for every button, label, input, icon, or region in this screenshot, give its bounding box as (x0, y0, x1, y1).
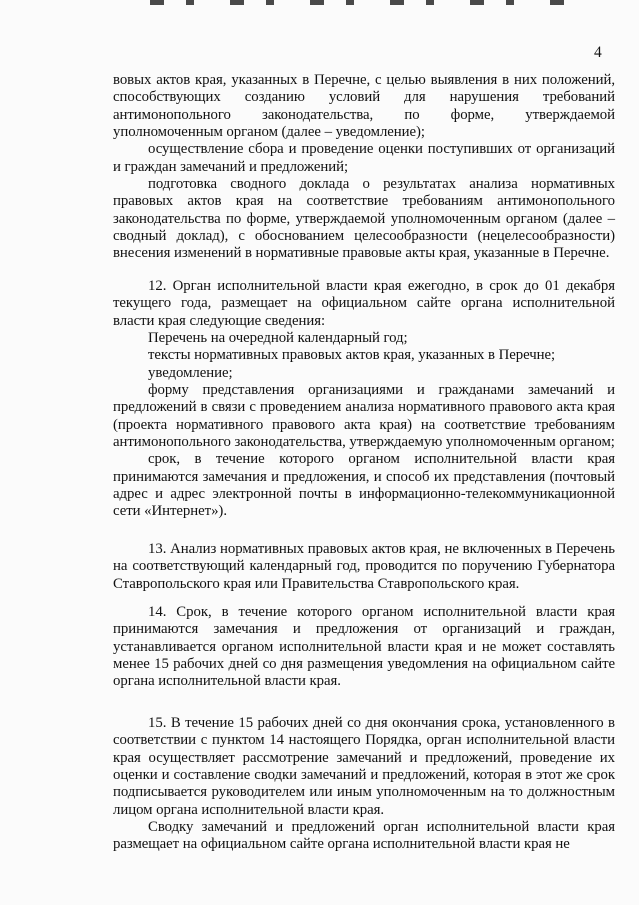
section-12-item-notice: уведомление; (148, 364, 233, 381)
section-12-block (113, 278, 615, 521)
section-14-block (113, 604, 615, 691)
paragraph-collection-of-comments: осуществление сбора и проведение оценки поступивших от организаций и граждан замечаний и предложений; (113, 141, 615, 175)
page-number: 4 (594, 44, 602, 61)
section-12-item-form: форму представления организациями и гражданами замечаний и предложений в связи с проведением анализа нормативного правового акта края (проекта нормативного правового акта края) на соответствие требованиям антимонопольного законодательства, утверждаемую уполномоченным органом; (113, 382, 615, 451)
paragraph-continuation: вовых актов края, указанных в Перечне, с целью выявления в них положений, способствующих созданию условий для нарушения требований антимонопольного законодательства, по форме, утверждаемой уполномоченным органом (далее – уведомление); (113, 72, 615, 141)
section-12-item-deadline: срок, в течение которого органом исполнительной власти края принимаются замечания и предложения, и способ их представления (почтовый адрес и адрес электронной почты в информационно-телекоммуникационной сети «Интернет»). (113, 451, 615, 520)
section-12-item-texts: тексты нормативных правовых актов края, указанных в Перечне; (148, 347, 556, 364)
section-15-block (113, 715, 615, 854)
section-15-paragraph: 15. В течение 15 рабочих дней со дня окончания срока, установленного в соответствии с пунктом 14 настоящего Порядка, орган исполнительной власти края осуществляет рассмотрение замечаний и предложений, проведение их оценки и составление сводки замечаний и предложений, которая в этот же срок подписывается руководителем или иным уполномоченным на то должностным лицом органа исполнительной власти края. (113, 715, 615, 818)
section-12-intro: 12. Орган исполнительной власти края ежегодно, в срок до 01 декабря текущего года, размещает на официальном сайте органа исполнительной власти края следующие сведения: (113, 278, 615, 329)
section-12-item-list: Перечень на очередной календарный год; (148, 330, 408, 347)
section-14-paragraph: 14. Срок, в течение которого органом исполнительной власти края принимаются замечания и предложения от организаций и граждан, устанавливается органом исполнительной власти края и не может составлять менее 15 рабочих дней со дня размещения уведомления на официальном сайте органа исполнительной власти края. (113, 604, 615, 690)
scan-top-edge-artifact (150, 0, 570, 5)
paragraph-block-continuation (113, 72, 615, 263)
section-15-summary-publication: Сводку замечаний и предложений орган исполнительной власти края размещает на официальном сайте органа исполнительной власти края не (113, 819, 615, 853)
paragraph-summary-report: подготовка сводного доклада о результатах анализа нормативных правовых актов края на соответствие требованиям антимонопольного законодательства по форме, утверждаемой уполномоченным органом (далее – сводный доклад), с обоснованием целесообразности (нецелесообразности) внесения изменений в нормативные правовые акты края, указанные в Перечне. (113, 176, 615, 262)
section-13-paragraph: 13. Анализ нормативных правовых актов края, не включенных в Перечень на соответствующий календарный год, проводится по поручению Губернатора Ставропольского края или Правительства Ставропольского края. (113, 541, 615, 592)
section-13-block (113, 541, 615, 593)
